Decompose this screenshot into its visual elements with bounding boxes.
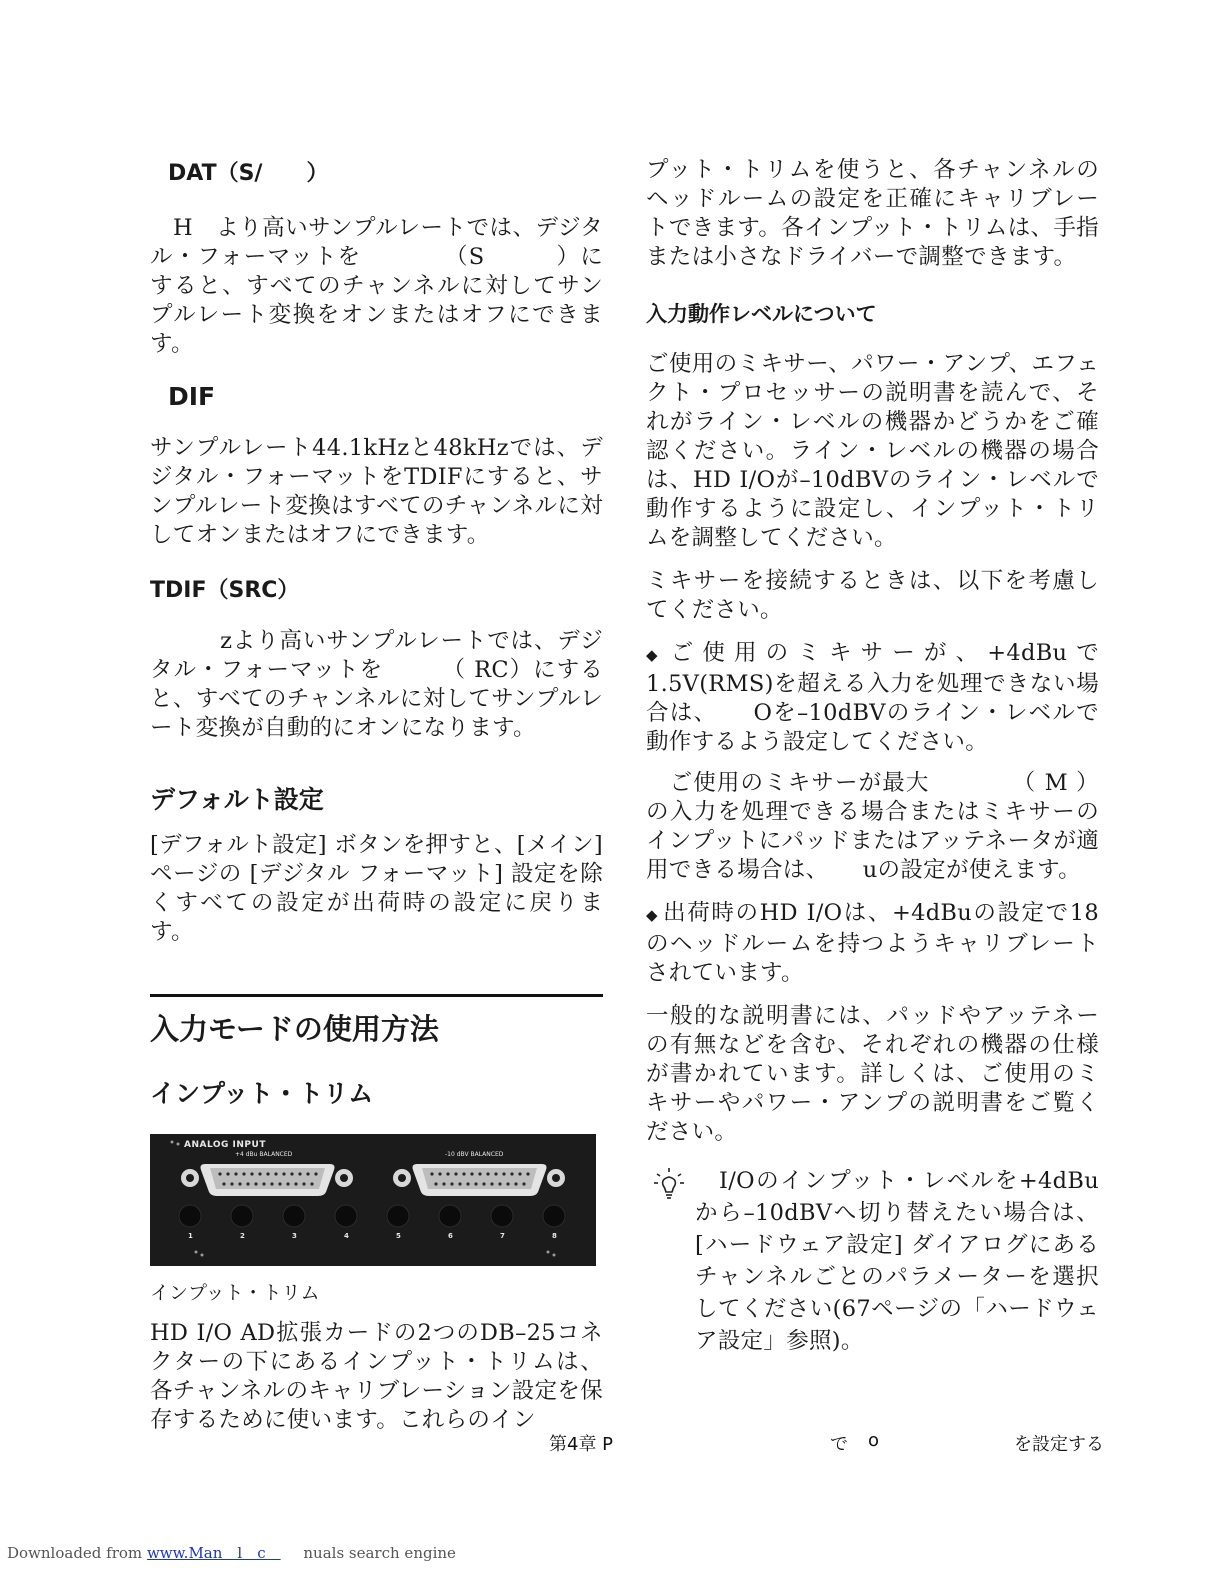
download-prefix: Downloaded from — [7, 1544, 143, 1562]
channel-number: 8 — [552, 1232, 557, 1240]
bullet-text: 出荷時のHD I/Oは、+4dBuの設定で18のヘッドルームを持つようキャリブレートされています。 — [646, 900, 1100, 986]
trim-heading: インプット・トリム — [150, 1079, 374, 1108]
dif-body: サンプルレート44.1kHzと48kHzでは、デジタル・フォーマットをTDIFにすると、サンプルレート変換はすべてのチャンネルに対してオンまたはオフにできます。 — [150, 435, 603, 548]
panel-title: ANALOG INPUT — [184, 1140, 266, 1150]
bullet-icon: ◆ — [646, 906, 660, 924]
footer-middle: で — [830, 1434, 848, 1455]
default-body: [デフォルト設定] ボタンを押すと、[メイン] ページの [デジタル フォーマット] 設定を除くすべての設定が出荷時の設定に戻ります。 — [150, 832, 603, 945]
dat-body: H より高いサンプルレートでは、デジタル・フォーマットを （S ）にすると、すべてのチャンネルに対してサンプルレート変換をオンまたはオフにできます。 — [150, 215, 603, 357]
mixer-intro: ミキサーを接続するときは、以下を考慮してください。 — [646, 568, 1099, 623]
tip-note — [646, 1165, 1099, 1357]
panel-graphics — [150, 1134, 596, 1266]
bullet-text: ご使用のミキサーが最大 （ M ）の入力を処理できる場合またはミキサーのインプットにパッドまたはアッテネータが適用できる場合は、 uの設定が使えます。 — [646, 770, 1099, 883]
footer-chapter: 第4章 P — [549, 1434, 614, 1455]
level-body: ご使用のミキサー、パワー・アンプ、エフェクト・プロセッサーの説明書を読んで、それがライン・レベルの機器かどうかをご確認ください。ライン・レベルの機器の場合は、HD I/Oが–10dBVのライン・レベルで動作するように設定し、インプット・トリムを調整してください。 — [646, 351, 1099, 551]
image-caption: インプット・トリム — [150, 1282, 320, 1304]
bullet-item — [646, 899, 1099, 988]
bullet-item — [646, 769, 1099, 885]
level-heading: 入力動作レベルについて — [646, 302, 877, 326]
channel-number: 7 — [500, 1232, 505, 1240]
trim-body: HD I/O AD拡張カードの2つのDB–25コネクターの下にあるインプット・トリムは、各チャンネルのキャリブレーション設定を保存するために使います。これらのイン — [150, 1320, 603, 1433]
analog-input-panel-image — [150, 1134, 596, 1266]
footer-right: を設定する — [1014, 1434, 1104, 1455]
footer-middle: o — [868, 1430, 880, 1451]
tdif-body: zより高いサンプルレートでは、デジタル・フォーマットを （ RC）にすると、すべてのチャンネルに対してサンプルレート変換が自動的にオンになります。 — [150, 628, 603, 741]
channel-number: 5 — [396, 1232, 401, 1240]
dif-heading: DIF — [168, 382, 216, 411]
download-link[interactable]: www.Man l c — [146, 1544, 281, 1562]
panel-left-label: +4 dBu BALANCED — [235, 1151, 293, 1158]
section-rule — [150, 994, 603, 997]
download-suffix: nuals search engine — [303, 1544, 456, 1562]
bullet-item — [646, 639, 1099, 757]
right-column — [646, 150, 1099, 1357]
dat-heading: DAT（S/ ） — [168, 161, 329, 186]
channel-number: 3 — [292, 1232, 297, 1240]
default-heading: デフォルト設定 — [150, 785, 324, 814]
channel-number: 1 — [188, 1232, 193, 1240]
tip-text: I/Oのインプット・レベルを+4dBuから–10dBVへ切り替えたい場合は、[ハードウェア設定] ダイアログにあるチャンネルごとのパラメーターを選択してください(67ページの「ハードウェア設定」参照)。 — [695, 1168, 1099, 1354]
download-credit — [7, 1542, 456, 1563]
tdif-heading: TDIF（SRC） — [150, 578, 300, 603]
channel-number: 4 — [344, 1232, 349, 1240]
panel-right-label: -10 dBV BALANCED — [445, 1151, 504, 1158]
channel-number: 2 — [240, 1232, 245, 1240]
lightbulb-icon — [652, 1165, 686, 1205]
section-heading: 入力モードの使用方法 — [150, 1012, 439, 1046]
general-body: 一般的な説明書には、パッドやアッテネーの有無などを含む、それぞれの機器の仕様が書かれています。詳しくは、ご使用のミキサーやパワー・アンプの説明書をご覧ください。 — [646, 1003, 1099, 1145]
left-column — [150, 150, 603, 1435]
trim-body-continued: プット・トリムを使うと、各チャンネルのヘッドルームの設定を正確にキャリブレートできます。各インプット・トリムは、手指または小さなドライバーで調整できます。 — [646, 157, 1099, 270]
channel-number: 6 — [448, 1232, 453, 1240]
bullet-text: ご使用のミキサーが、+4dBuで1.5V(RMS)を超える入力を処理できない場合は、 Oを–10dBVのライン・レベルで動作するよう設定してください。 — [646, 640, 1099, 755]
bullet-icon: ◆ — [646, 646, 667, 664]
